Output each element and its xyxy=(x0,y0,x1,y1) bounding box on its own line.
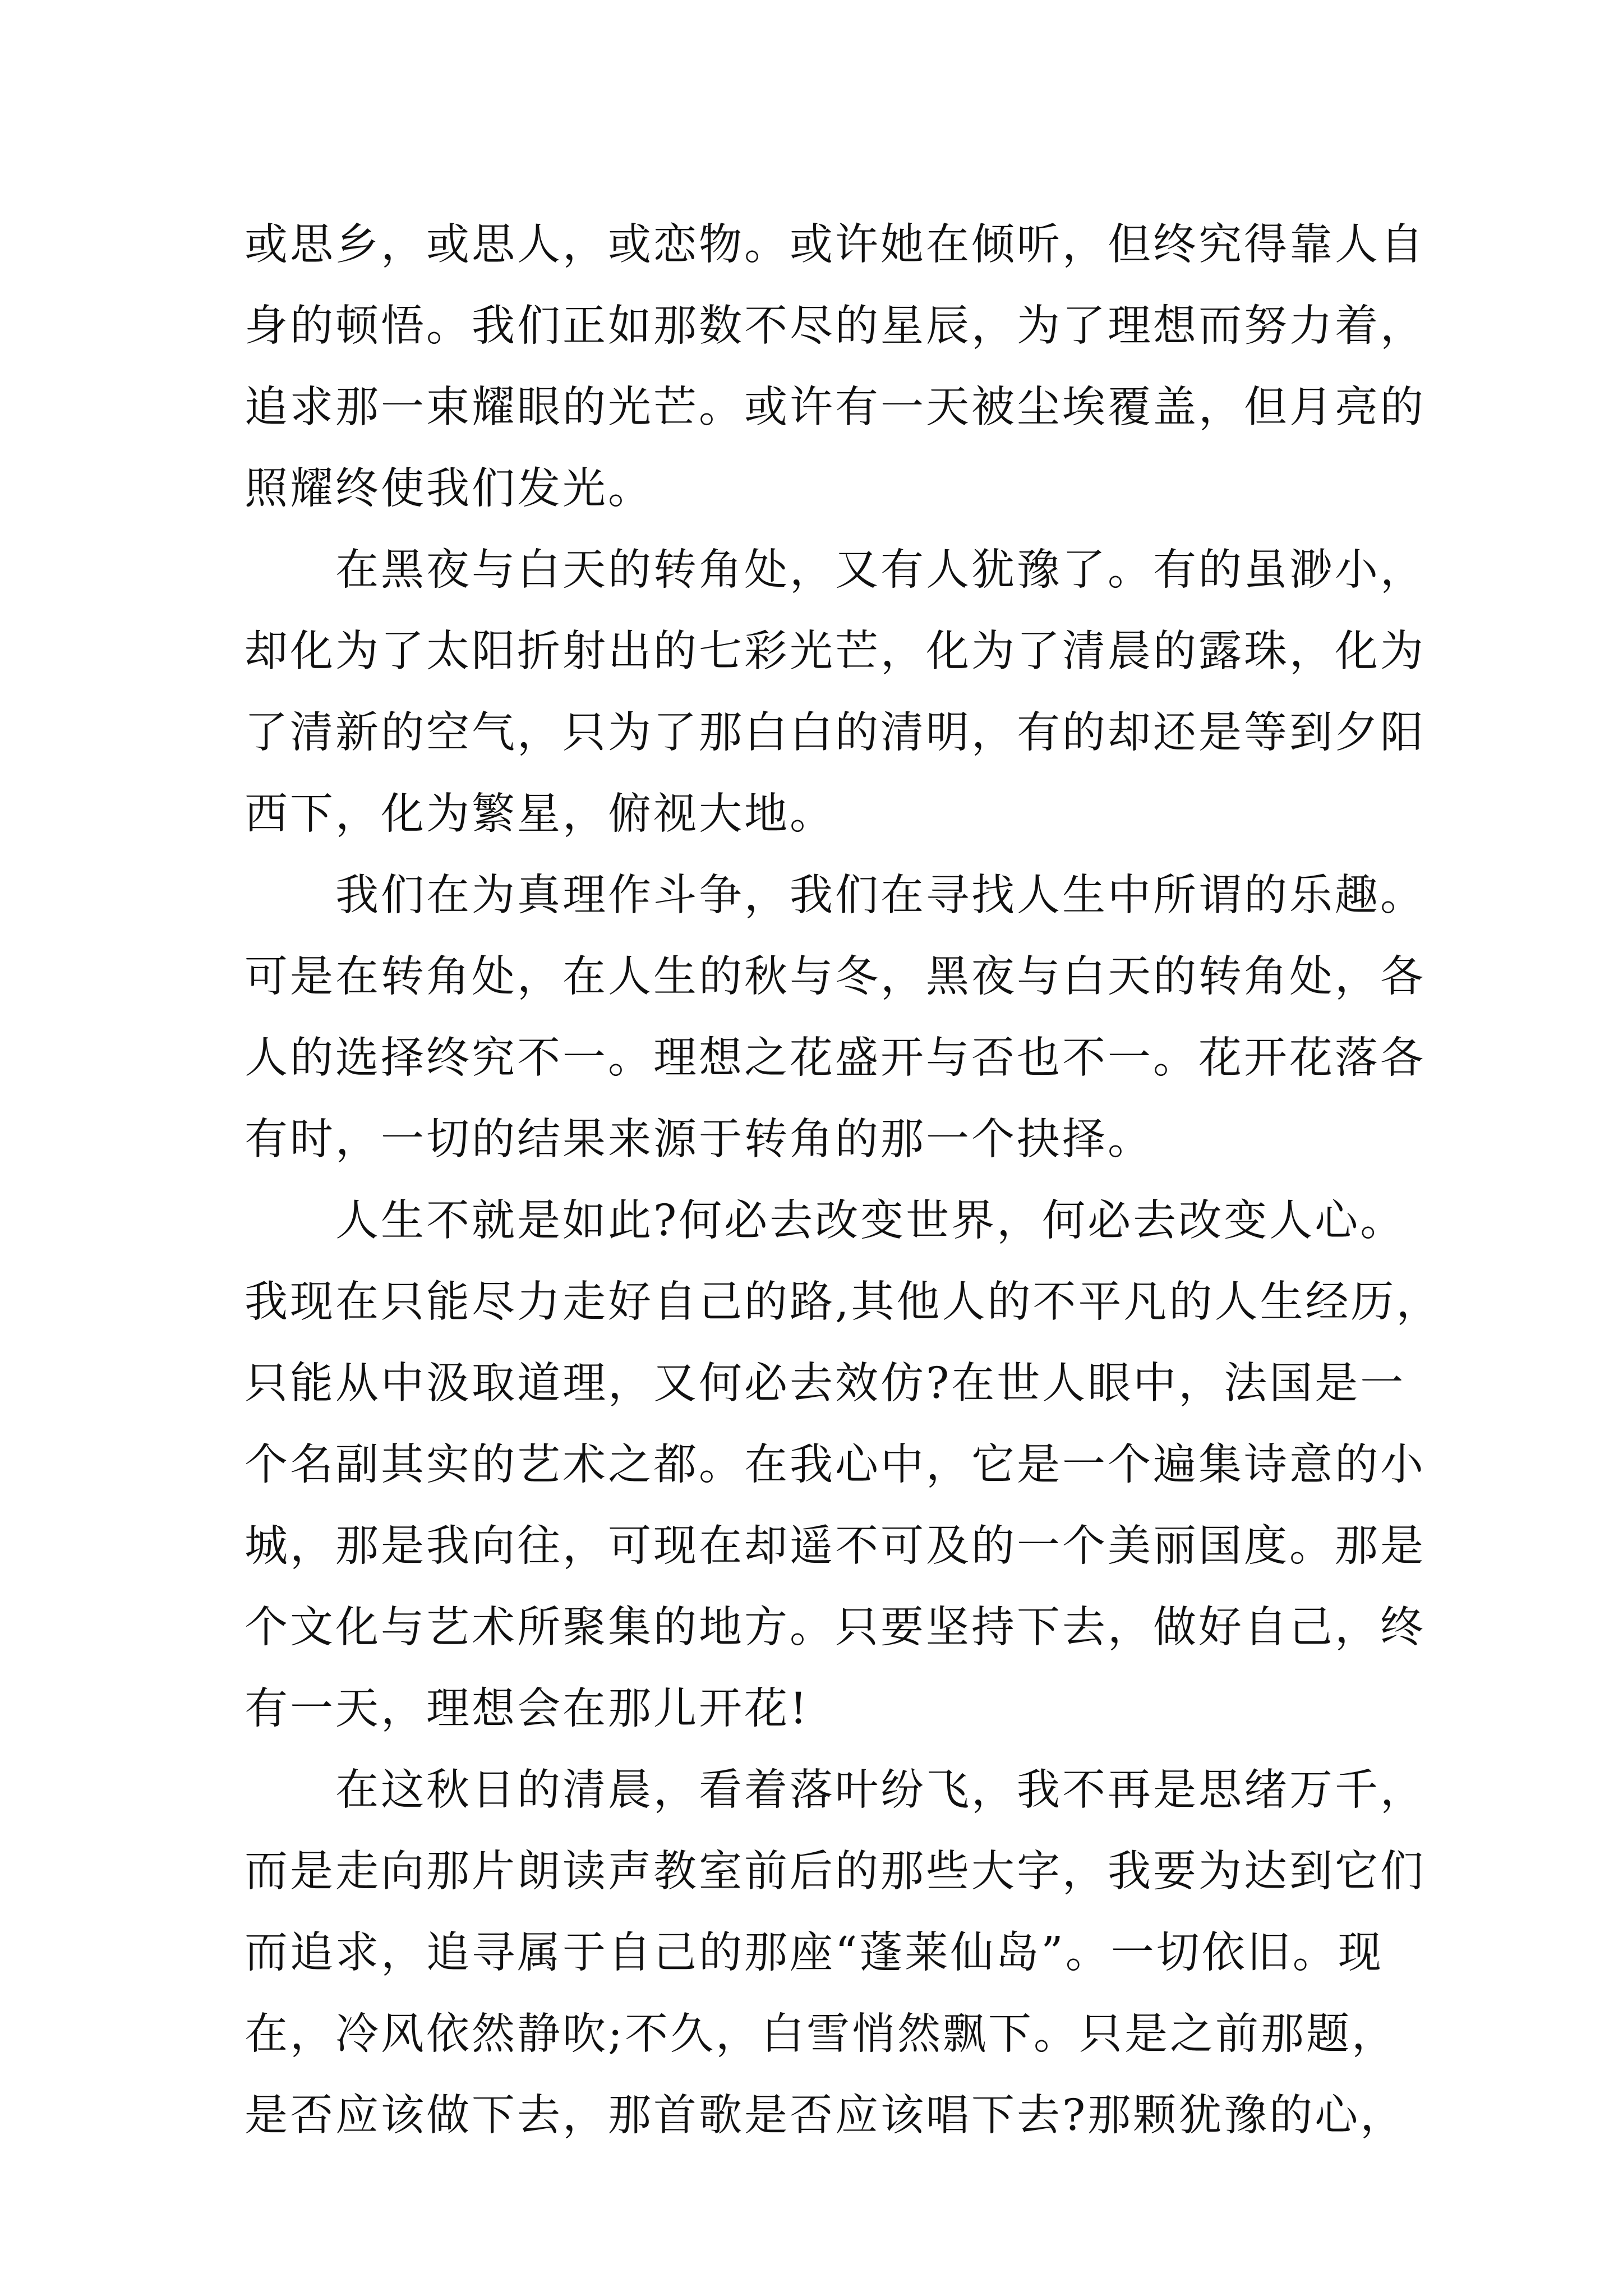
text-line: 可是在转角处，在人生的秋与冬，黑夜与白天的转角处，各 xyxy=(245,952,1426,1002)
text-line: 追求那一束耀眼的光芒。或许有一天被尘埃覆盖，但月亮的 xyxy=(245,383,1426,432)
text-line: 了清新的空气，只为了那白白的清明，有的却还是等到夕阳 xyxy=(245,708,1426,758)
text-line: 我现在只能尽力走好自己的路,其他人的不平凡的人生经历， xyxy=(245,1277,1442,1327)
text-line: 有一天，理想会在那儿开花! xyxy=(245,1684,809,1734)
text-line: 西下，化为繁星，俯视大地。 xyxy=(245,789,835,839)
text-line: 人的选择终究不一。理想之花盛开与否也不一。花开花落各 xyxy=(245,1033,1426,1083)
text-line: 却化为了太阳折射出的七彩光芒，化为了清晨的露珠，化为 xyxy=(245,627,1426,677)
text-line: 而追求，追寻属于自己的那座“蓬莱仙岛”。一切依旧。现 xyxy=(245,1928,1384,1978)
essay-body xyxy=(245,204,1442,2156)
paragraph-first-line: 在这秋日的清晨，看着落叶纷飞，我不再是思绪万千， xyxy=(335,1765,1426,1815)
text-line: 是否应该做下去，那首歌是否应该唱下去?那颗犹豫的心， xyxy=(245,2091,1406,2141)
text-line: 有时，一切的结果来源于转角的那一个抉择。 xyxy=(245,1115,1153,1165)
text-line: 个文化与艺术所聚集的地方。只要坚持下去，做好自己，终 xyxy=(245,1603,1426,1653)
paragraph-first-line: 在黑夜与白天的转角处，又有人犹豫了。有的虽渺小， xyxy=(335,545,1426,595)
text-line: 身的顿悟。我们正如那数不尽的星辰，为了理想而努力着， xyxy=(245,301,1426,351)
text-line: 只能从中汲取道理，又何必去效仿?在世人眼中，法国是一 xyxy=(245,1359,1406,1409)
paragraph-first-line: 我们在为真理作斗争，我们在寻找人生中所谓的乐趣。 xyxy=(335,871,1426,921)
text-line: 在，冷风依然静吹;不久，白雪悄然飘下。只是之前那题， xyxy=(245,2009,1397,2059)
text-line: 而是走向那片朗读声教室前后的那些大字，我要为达到它们 xyxy=(245,1847,1426,1897)
text-line: 或思乡，或思人，或恋物。或许她在倾听，但终究得靠人自 xyxy=(245,220,1426,270)
text-line: 个名副其实的艺术之都。在我心中，它是一个遍集诗意的小 xyxy=(245,1440,1426,1490)
text-line: 城，那是我向往，可现在却遥不可及的一个美丽国度。那是 xyxy=(245,1521,1426,1571)
paragraph-first-line: 人生不就是如此?何必去改变世界，何必去改变人心。 xyxy=(335,1196,1406,1246)
text-line: 照耀终使我们发光。 xyxy=(245,464,653,514)
